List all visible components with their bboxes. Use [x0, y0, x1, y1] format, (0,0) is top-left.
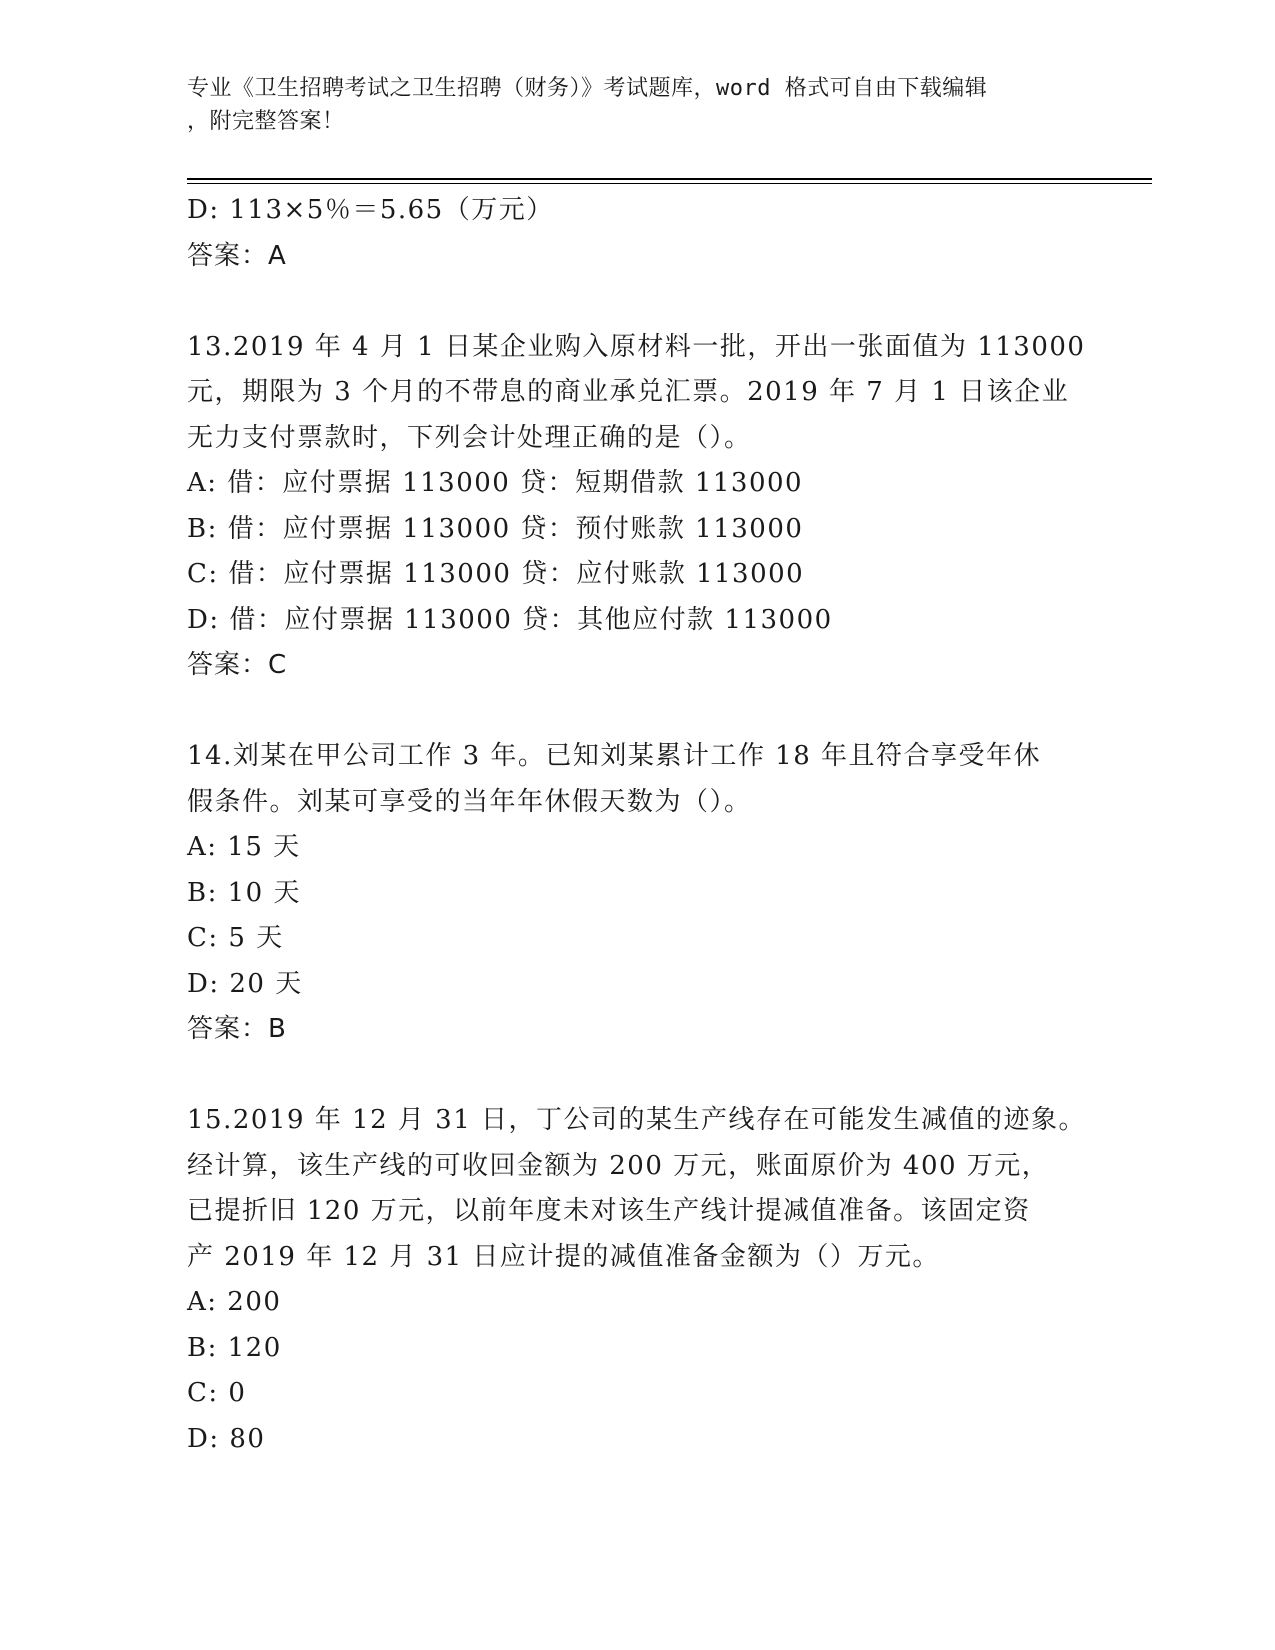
question-text: 已提折旧 120 万元，以前年度未对该生产线计提减值准备。该固定资: [187, 1196, 1031, 1226]
question-text: 无力支付票款时，下列会计处理正确的是（）。: [187, 422, 752, 453]
header-divider-thin: [187, 183, 1152, 184]
header-title-line-1: 专业《卫生招聘考试之卫生招聘（财务）》考试题库，word 格式可自由下载编辑: [187, 76, 988, 101]
header-divider-thick: [187, 178, 1152, 180]
option-d: D: 借：应付票据 113000 贷：其他应付款 113000: [187, 604, 833, 635]
option-a: A: 200: [187, 1287, 282, 1317]
question-list: [187, 188, 1087, 1462]
question-text: 15.2019 年 12 月 31 日，丁公司的某生产线存在可能发生减值的迹象。: [187, 1105, 1087, 1135]
question-text: 产 2019 年 12 月 31 日应计提的减值准备金额为（）万元。: [187, 1241, 940, 1272]
option-b: B: 120: [187, 1332, 282, 1363]
option-a: A: 借：应付票据 113000 贷：短期借款 113000: [187, 468, 804, 498]
answer-label: 答案：B: [187, 1014, 287, 1044]
answer-label: 答案：A: [187, 240, 287, 271]
question-text: 元，期限为 3 个月的不带息的商业承兑汇票。2019 年 7 月 1 日该企业: [187, 377, 1070, 407]
spacer: [187, 279, 1087, 325]
header-title-line-2: ，附完整答案！: [187, 109, 345, 134]
question-14: [187, 734, 1087, 1053]
spacer: [187, 1053, 1087, 1099]
option-c: C: 借：应付票据 113000 贷：应付账款 113000: [187, 559, 805, 589]
question-text: 14.刘某在甲公司工作 3 年。已知刘某累计工作 18 年且符合享受年休: [187, 741, 1042, 771]
spacer: [187, 689, 1087, 735]
answer-label: 答案：C: [187, 650, 288, 680]
option-b: B: 10 天: [187, 877, 301, 908]
question-text: 假条件。刘某可享受的当年年休假天数为（）。: [187, 786, 752, 817]
question-13: [187, 325, 1087, 689]
option-d: D: 20 天: [187, 968, 303, 999]
option-c: C: 5 天: [187, 923, 284, 953]
option-d: D: 80: [187, 1423, 266, 1454]
question-text: 13.2019 年 4 月 1 日某企业购入原材料一批，开出一张面值为 113000: [187, 331, 1086, 362]
option-b: B: 借：应付票据 113000 贷：预付账款 113000: [187, 513, 804, 544]
question-12-tail: [187, 188, 1087, 279]
question-text: 经计算，该生产线的可收回金额为 200 万元，账面原价为 400 万元，: [187, 1150, 1050, 1181]
document-header: [187, 72, 1067, 138]
option-c: C: 0: [187, 1378, 247, 1408]
option-a: A: 15 天: [187, 832, 301, 862]
option-d: D: 113×5％＝5.65（万元）: [187, 195, 554, 225]
question-15: [187, 1098, 1087, 1462]
